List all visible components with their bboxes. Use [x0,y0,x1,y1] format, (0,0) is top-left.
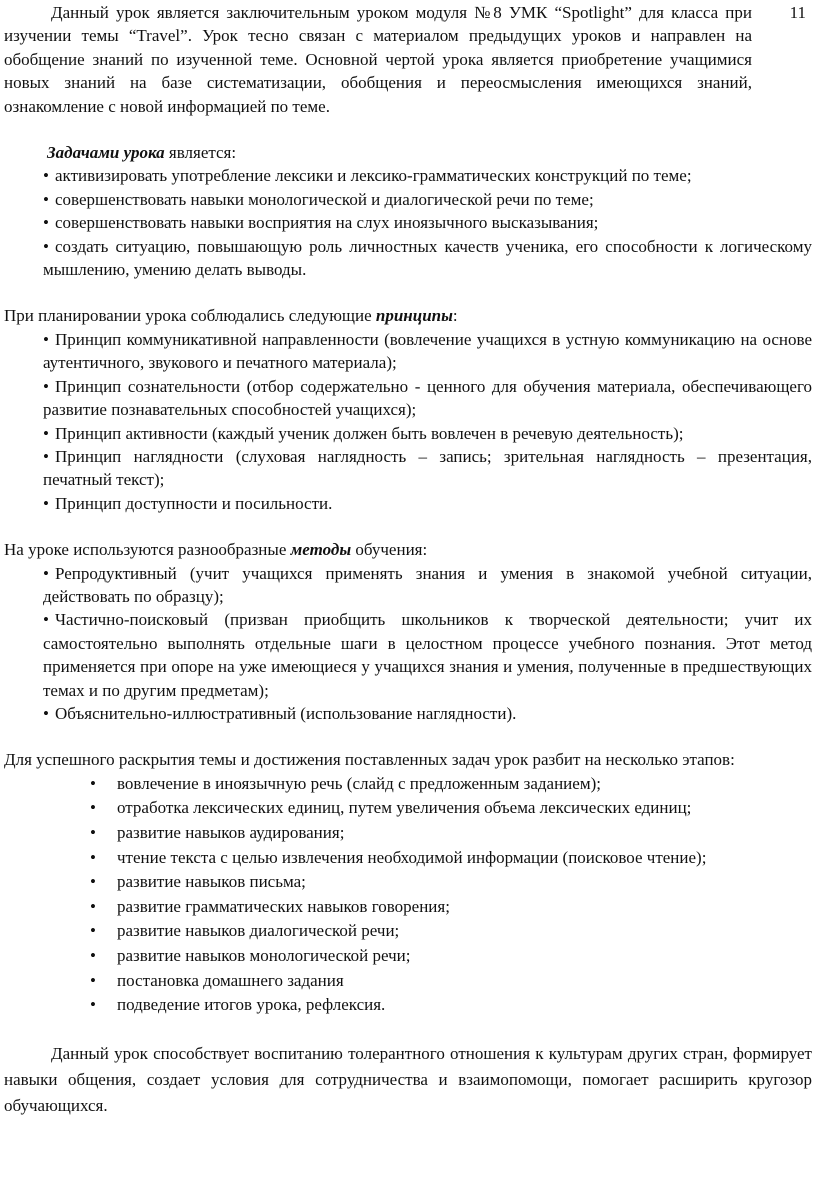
principles-section [0,304,816,515]
stage-item: • отработка лексических единиц, путем увеличения объема лексических единиц; [0,796,816,821]
principles-item: • Принцип сознательности (отбор содержательно - ценного для обучения материала, обеспечивающего развитие познавательных способностей учащихся); [43,376,812,420]
bullet-icon: • [90,970,96,990]
methods-item: • Частично-поисковый (призван приобщить школьников к творческой деятельности; учит их самостоятельно выполнять отдельные шаги в целостном процессе учебного познания. Этот метод применяется при опоре на уже имеющиеся у учащихся знания и умения, полученные в предшествующих темах и по другим предметам); [43,610,812,700]
tasks-item: • совершенствовать навыки восприятия на слух иноязычного высказывания; [43,213,599,233]
stages-section [0,748,816,1017]
bullet-icon: • [90,872,96,892]
methods-item: • Объяснительно-иллюстративный (использование наглядности). [43,703,517,723]
tasks-item: • активизировать употребление лексики и лексико-грамматических конструкций по теме; [43,166,692,186]
stages-heading: Для успешного раскрытия темы и достижения поставленных задач урок разбит на несколько этапов: [4,750,735,770]
bullet-icon: • [90,896,96,916]
stage-item: • постановка домашнего задания [0,969,816,994]
stage-item: • чтение текста с целью извлечения необходимой информации (поисковое чтение); [0,846,816,871]
bullet-icon: • [90,945,96,965]
stages-list [0,772,816,1018]
methods-heading: На уроке используются разнообразные методы обучения: [4,540,428,560]
stage-item: • развитие навыков аудирования; [0,821,816,846]
tasks-heading: Задачами урока является: [47,143,237,163]
principles-item: • Принцип наглядности (слуховая наглядность – запись; зрительная наглядность – презентация, печатный текст); [43,446,812,490]
tasks-item: • создать ситуацию, повышающую роль личностных качеств ученика, его способности к логическому мышлению, умению делать выводы. [43,236,812,280]
principles-heading: При планировании урока соблюдались следующие принципы: [4,306,458,326]
tasks-item: • совершенствовать навыки монологической и диалогической речи по теме; [43,189,594,209]
stage-item: • развитие навыков диалогической речи; [0,919,816,944]
bullet-icon: • [90,847,96,867]
methods-item: • Репродуктивный (учит учащихся применять знания и умения в знакомой учебной ситуации, действовать по образцу); [43,563,812,606]
bullet-icon: • [90,921,96,941]
principles-item: • Принцип активности (каждый ученик должен быть вовлечен в речевую деятельность); [43,423,684,443]
bullet-icon: • [90,822,96,842]
principles-item: • Принцип доступности и посильности. [43,493,333,513]
bullet-icon: • [90,995,96,1015]
methods-section [0,538,816,725]
stage-item: • подведение итогов урока, рефлексия. [0,993,816,1018]
principles-item: • Принцип коммуникативной направленности (вовлечение учащихся в устную коммуникацию на основе аутентичного, звукового и печатного материала); [43,329,812,373]
page-number: 11 [789,3,806,22]
stage-item: • развитие навыков монологической речи; [0,944,816,969]
bullet-icon: • [90,798,96,818]
intro-paragraph: Данный урок является заключительным уроком модуля №8 УМК “Spotlight” для класса при изучении темы “Travel”. Урок тесно связан с материалом предыдущих уроков и направлен на обобщение знаний по изученной теме. Основной чертой урока является приобретение учащимися новых знаний на базе систематизации, обобщения и переосмысления имеющихся знаний, ознакомление с новой информацией по теме. [4,3,752,116]
stage-item: • развитие грамматических навыков говорения; [0,895,816,920]
stage-item: • вовлечение в иноязычную речь (слайд с предложенным заданием); [0,772,816,797]
tasks-section [0,141,816,281]
bullet-icon: • [90,773,96,793]
conclusion-paragraph: Данный урок способствует воспитанию толерантного отношения к культурам других стран, формирует навыки общения, создает условия для сотрудничества и взаимопомощи, помогает расширить кругозор обучающихся. [4,1043,812,1115]
stage-item: • развитие навыков письма; [0,870,816,895]
